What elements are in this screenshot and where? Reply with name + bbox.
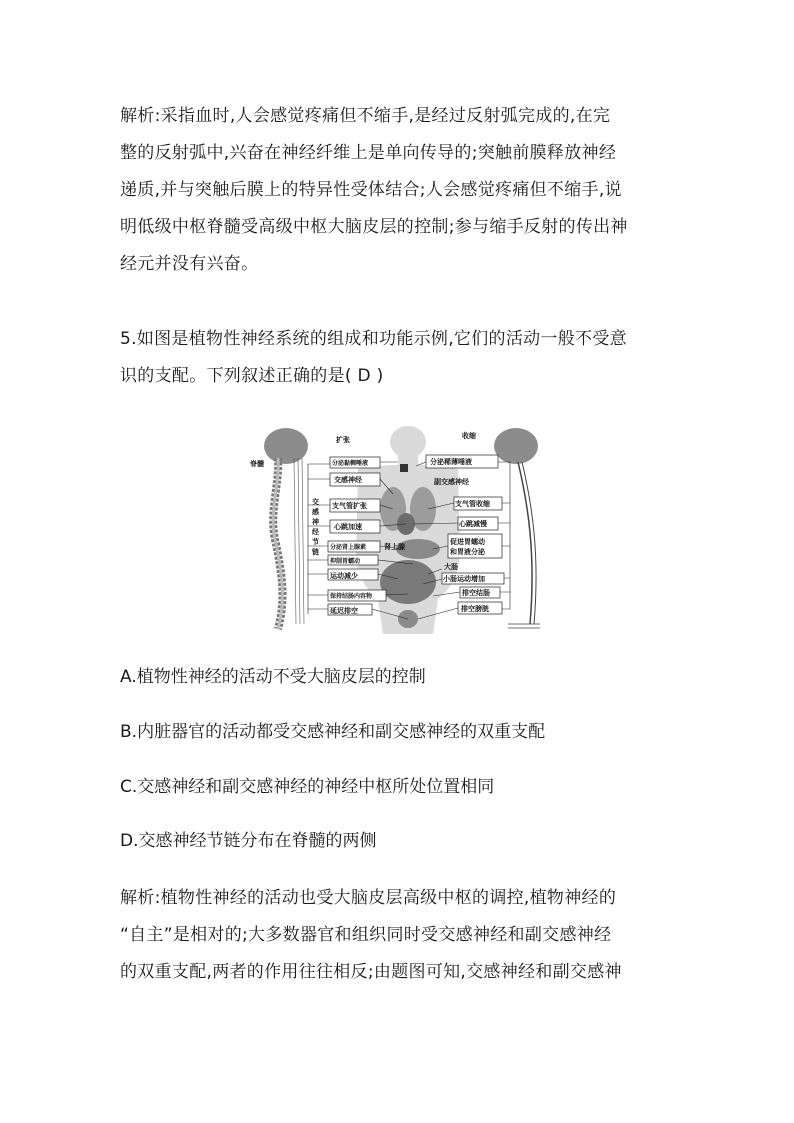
option-b: B.内脏器官的活动都受交感神经和副交感神经的双重支配 bbox=[120, 722, 546, 742]
label-contract: 收缩 bbox=[462, 432, 476, 440]
question-line-1: 5.如图是植物性神经系统的组成和功能示例,它们的活动一般不受意 bbox=[120, 329, 627, 349]
left-label-3: 支气管扩张 bbox=[332, 502, 367, 510]
left-label-4: 心跳加速 bbox=[334, 523, 362, 531]
question-5 bbox=[120, 321, 680, 395]
analysis-1-line-5: 经元并没有兴奋。 bbox=[120, 254, 259, 274]
option-d: D.交感神经节链分布在脊髓的两侧 bbox=[120, 831, 377, 851]
question-line-2: 识的支配。下列叙述正确的是( D ) bbox=[120, 366, 384, 386]
analysis-1-line-1: 解析:采指血时,人会感觉疼痛但不缩手,是经过反射弧完成的,在完 bbox=[120, 106, 611, 126]
analysis-1-line-3: 递质,并与突触后膜上的特异性受体结合;人会感觉疼痛但不缩手,说 bbox=[120, 180, 622, 200]
analysis-paragraph-1 bbox=[120, 98, 680, 283]
analysis-1-line-2: 整的反射弧中,兴奋在神经纤维上是单向传导的;突触前膜释放神经 bbox=[120, 143, 617, 163]
right-label-4: 心跳减慢 bbox=[459, 520, 487, 528]
right-label-5: 促进胃蠕动 bbox=[450, 538, 485, 546]
right-label-8: 小肠运动增加 bbox=[443, 575, 485, 583]
left-label-6: 抑制胃蠕动 bbox=[330, 558, 361, 565]
analysis-1-line-4: 明低级中枢脊髓受高级中枢大脑皮层的控制;参与缩手反射的传出神 bbox=[120, 217, 628, 237]
right-brain-spine bbox=[494, 428, 540, 628]
left-label-2: 交感神经 bbox=[334, 476, 362, 484]
left-label-9: 延迟排空 bbox=[330, 607, 358, 615]
left-label-1: 分泌黏稠唾液 bbox=[332, 460, 369, 467]
right-label-1: 分泌稀薄唾液 bbox=[430, 458, 472, 466]
option-c: C.交感神经和副交感神经的神经中枢所处位置相同 bbox=[120, 777, 495, 797]
left-label-8: 保持结肠内容物 bbox=[330, 593, 373, 600]
analysis-2-line-3: 的双重支配,两者的作用往往相反;由题图可知,交感神经和副交感神 bbox=[120, 962, 622, 982]
option-a: A.植物性神经的活动不受大脑皮层的控制 bbox=[120, 667, 426, 687]
right-label-2: 副交感神经 bbox=[434, 478, 469, 486]
analysis-2-line-2: “自主”是相对的;大多数器官和组织同时受交感神经和副交感神经 bbox=[120, 925, 612, 945]
right-label-9: 排空结肠 bbox=[462, 589, 490, 597]
label-dilate: 扩张 bbox=[336, 436, 350, 444]
chain-char-1: 交 bbox=[312, 498, 319, 506]
chain-char-3: 神 bbox=[312, 518, 319, 526]
left-brain-spine bbox=[264, 428, 308, 629]
left-label-7: 运动减少 bbox=[330, 572, 358, 580]
right-label-6: 和胃液分泌 bbox=[450, 548, 485, 556]
chain-char-4: 经 bbox=[312, 528, 319, 536]
chain-char-6: 链 bbox=[312, 548, 319, 556]
chain-char-2: 感 bbox=[312, 508, 319, 516]
nervous-system-figure bbox=[248, 424, 546, 634]
right-label-10: 排空膀胱 bbox=[461, 605, 489, 613]
analysis-2-line-1: 解析:植物性神经的活动也受大脑皮层高级中枢的调控,植物神经的 bbox=[120, 888, 617, 908]
left-label-5: 分泌肾上腺素 bbox=[330, 544, 367, 551]
right-label-3: 支气管收缩 bbox=[455, 500, 490, 508]
label-adrenal: 肾上腺 bbox=[384, 543, 405, 551]
sympathetic-chain-label bbox=[312, 497, 320, 556]
right-label-7: 大肠 bbox=[444, 563, 458, 571]
analysis-paragraph-2 bbox=[120, 880, 680, 991]
label-spinal-cord: 脊髓 bbox=[250, 460, 264, 468]
chain-char-5: 节 bbox=[312, 538, 319, 546]
